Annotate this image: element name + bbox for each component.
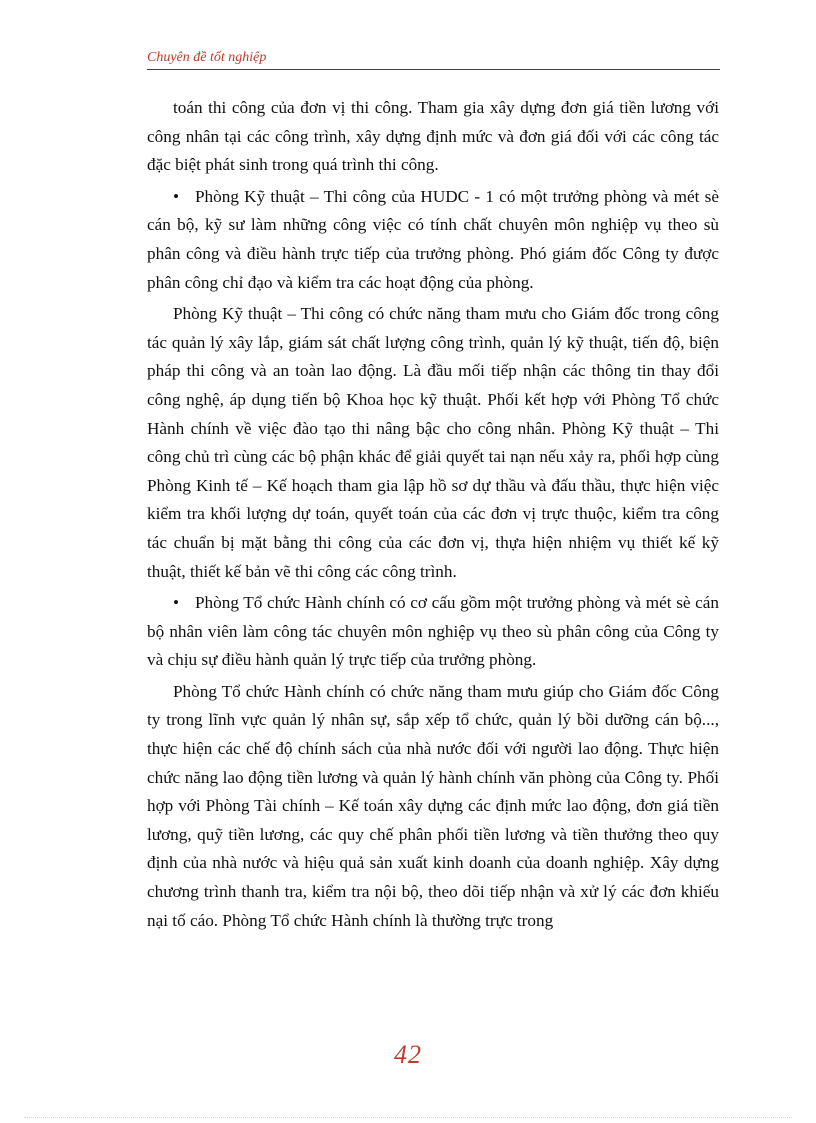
bullet-paragraph-text: Phòng Kỹ thuật – Thi công của HUDC - 1 có một trưởng phòng và mét sè cán bộ, kỹ sư làm những công việc có tính chất chuyên môn nghiệp vụ theo sù phân công và điều hành trực tiếp của trưởng phòng. Phó giám đốc Công ty được phân công chỉ đạo và kiểm tra các hoạt động của phòng. [147,186,719,292]
paragraph-continuation: toán thi công của đơn vị thi công. Tham gia xây dựng đơn giá tiền lương với công nhân tại các công trình, xây dựng định mức và đơn giá đối với các công tác đặc biệt phát sinh trong quá trình thi công. [147,98,719,175]
paragraph-admin-functions: Phòng Tổ chức Hành chính có chức năng tham mưu giúp cho Giám đốc Công ty trong lĩnh vực quản lý nhân sự, sắp xếp tổ chức, quản lý bồi dưỡng cán bộ..., thực hiện các chế độ chính sách của nhà nước đối với người lao động. Thực hiện chức năng lao động tiền lương và quản lý hành chính văn phòng của Công ty. Phối hợp với Phòng Tài chính – Kế toán xây dựng các định mức lao động, đơn giá tiền lương, quỹ tiền lương, các quy chế phân phối tiền lương và tiền thưởng theo quy định của nhà nước và hiệu quả sản xuất kinh doanh của doanh nghiệp. Xây dựng chương trình thanh tra, kiểm tra nội bộ, theo dõi tiếp nhận và xử lý các đơn khiếu nại tố cáo. Phòng Tổ chức Hành chính là thường trực trong [147,681,719,930]
bullet-paragraph-admin-dept [147,589,719,675]
footer-divider [24,1117,792,1118]
bullet-icon: • [173,593,180,613]
header-title: Chuyên đề tốt nghiệp [147,50,267,65]
bullet-icon: • [173,186,180,206]
bullet-paragraph-text: Phòng Tổ chức Hành chính có cơ cấu gồm một trưởng phòng và mét sè cán bộ nhân viên làm công tác chuyên môn nghiệp vụ theo sù phân công của Công ty và chịu sự điều hành quản lý trực tiếp của trưởng phòng. [147,593,719,670]
page-number: 42 [394,1040,422,1069]
page-header [147,50,720,70]
paragraph-technical-functions: Phòng Kỹ thuật – Thi công có chức năng tham mưu cho Giám đốc trong công tác quản lý xây lắp, giám sát chất lượng công trình, quản lý kỹ thuật, tiến độ, biện pháp thi công và an toàn lao động. Là đầu mối tiếp nhận các thông tin thay đổi công nghệ, áp dụng tiến bộ Khoa học kỹ thuật. Phối kết hợp với Phòng Tổ chức Hành chính về việc đào tạo thi nâng bậc cho công nhân. Phòng Kỹ thuật – Thi công chủ trì cùng các bộ phận khác để giải quyết tai nạn nếu xảy ra, phối hợp cùng Phòng Kinh tế – Kế hoạch tham gia lập hồ sơ dự thầu và đấu thầu, thực hiện việc kiểm tra khối lượng dự toán, quyết toán của các đơn vị trực thuộc, kiểm tra công tác chuẩn bị mặt bằng thi công của các đơn vị, thựa hiện nhiệm vụ thiết kế kỹ thuật, thiết kế bản vẽ thi công các công trình. [147,304,719,581]
document-body [147,94,719,935]
bullet-paragraph-technical-dept [147,183,719,297]
